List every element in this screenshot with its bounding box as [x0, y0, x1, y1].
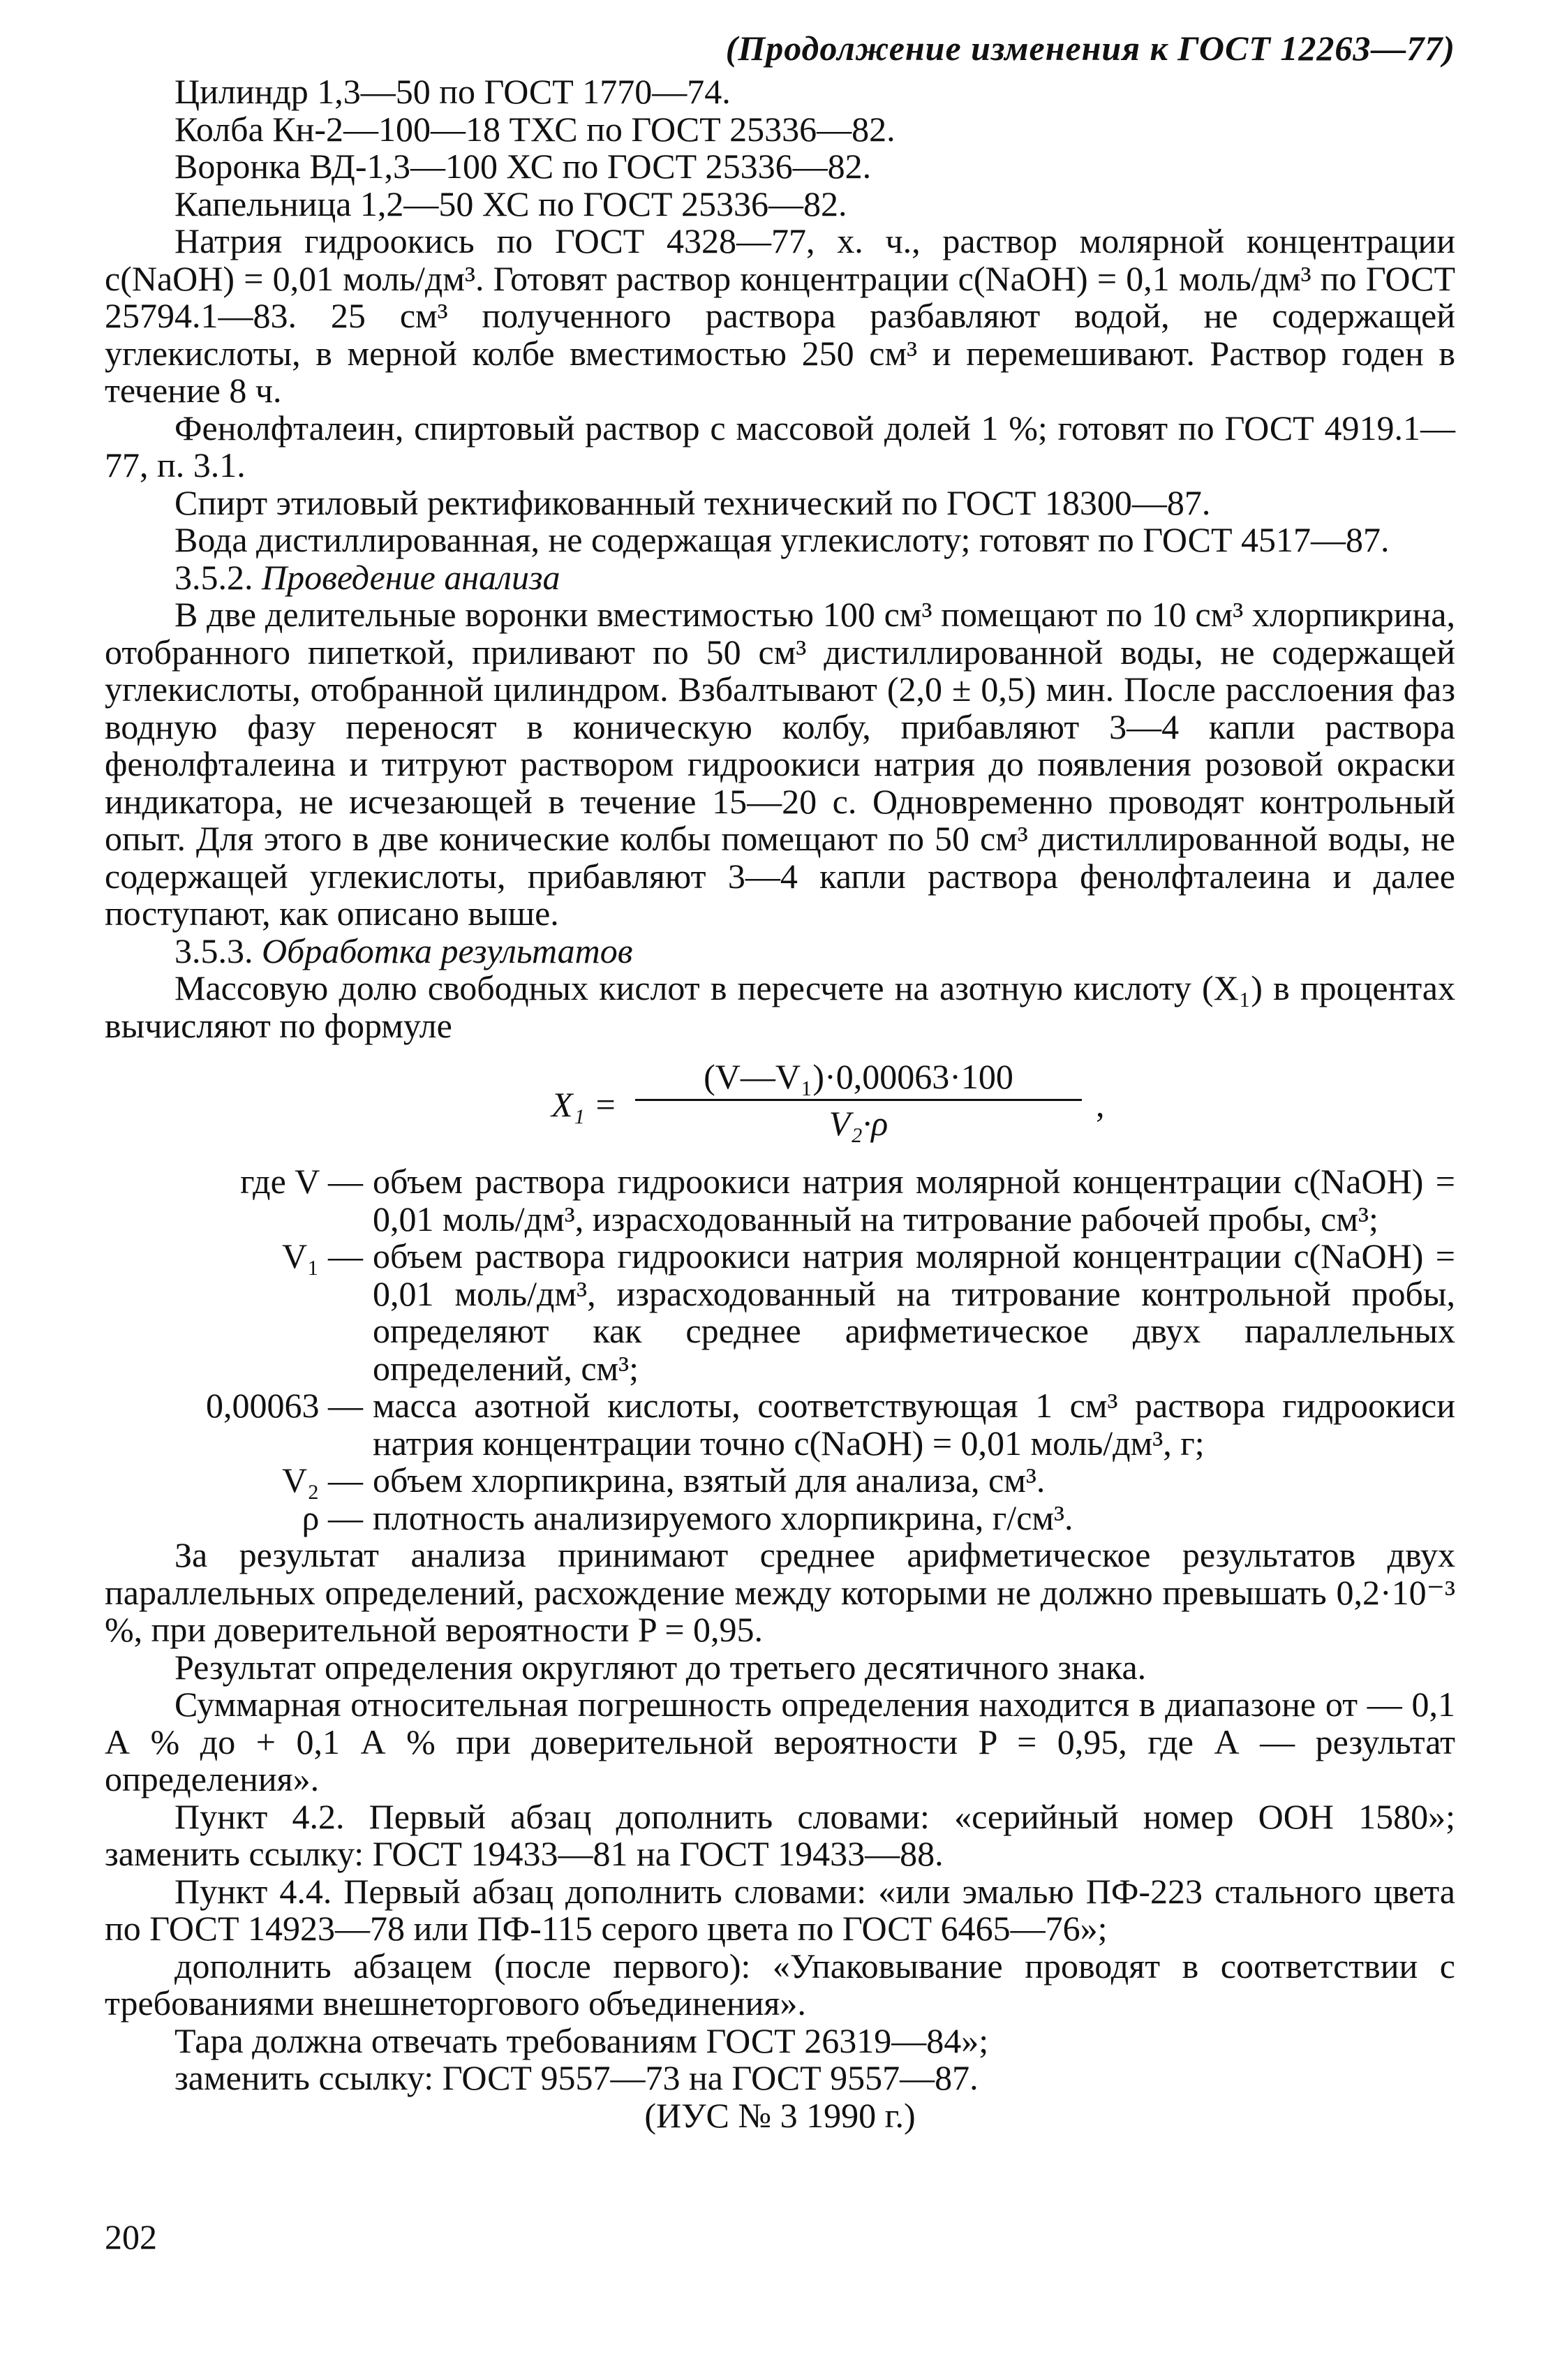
result-paragraph: За результат анализа принимают среднее арифметическое результатов двух параллельных определений, расхождение между которыми не должно превышать 0,2·10⁻³ %, при доверительной вероятности P = 0,95.	[105, 1535, 1455, 1649]
formula-numerator: (V—V₁)·0,00063·100	[635, 1058, 1082, 1101]
section-3-5-2-text: В две делительные воронки вместимостью 100 см³ помещают по 10 см³ хлорпикрина, отобранного пипеткой, приливают по 50 см³ дистиллированной воды, не содержащей углекислоты, отобранной цилиндром. Взбалтывают (2,0 ± 0,5) мин. После расслоения фаз водную фазу переносят в коническую колбу, прибавляют 3—4 капли раствора фенолфталеина и титруют раствором гидроокиси натрия до появления розовой окраски индикатора, не исчезающей в течение 15—20 с. Одновременно проводят контрольный опыт. Для этого в две конические колбы помещают по 50 см³ дистиллированной воды, не содержащей углекислоты, прибавляют 3—4 капли раствора фенолфталеина и далее поступают, как описано выше.	[105, 595, 1455, 933]
definition-symbol: 0,00063 —	[206, 1386, 363, 1425]
formula	[105, 1058, 1455, 1149]
page-number: 202	[105, 2217, 157, 2256]
item-cylinder: Цилиндр 1,3—50 по ГОСТ 1770—74.	[174, 72, 731, 111]
ius-reference: (ИУС № 3 1990 г.)	[644, 2095, 916, 2135]
item-water: Вода дистиллированная, не содержащая углекислоту; готовят по ГОСТ 4517—87.	[174, 520, 1390, 559]
formula-fraction	[635, 1058, 1082, 1142]
section-3-5-3-text: Массовую долю свободных кислот в пересчете на азотную кислоту (X₁) в процентах вычисляют по формуле	[105, 968, 1455, 1045]
definition-row	[105, 1387, 1455, 1462]
container-paragraph: Тара должна отвечать требованиям ГОСТ 26319—84»;	[174, 2020, 989, 2060]
definition-symbol: V₁ —	[281, 1236, 363, 1276]
definition-text: плотность анализируемого хлорпикрина, г/см³.	[373, 1498, 1073, 1537]
section-3-5-2-heading	[105, 559, 1455, 597]
definition-text: объем хлорпикрина, взятый для анализа, см³.	[373, 1461, 1046, 1500]
error-paragraph: Суммарная относительная погрешность определения находится в диапазоне от — 0,1 А % до + 0,1 А % при доверительной вероятности P = 0,95, где А — результат определения».	[105, 1685, 1455, 1798]
body-text	[105, 73, 1455, 2134]
definition-text: масса азотной кислоты, соответствующая 1 см³ раствора гидроокиси натрия концентрации точно c(NaOH) = 0,01 моль/дм³, г;	[373, 1386, 1455, 1463]
clause-4-4-paragraph: Пункт 4.4. Первый абзац дополнить словами: «или эмалью ПФ-223 стального цвета по ГОСТ 14923—78 или ПФ-115 серого цвета по ГОСТ 6465—76»;	[105, 1871, 1455, 1948]
clause-4-2-paragraph: Пункт 4.2. Первый абзац дополнить словами: «серийный номер ООН 1580»; заменить ссылку: ГОСТ 19433—81 на ГОСТ 19433—88.	[105, 1796, 1455, 1873]
definition-text: объем раствора гидроокиси натрия молярной концентрации c(NaOH) = 0,01 моль/дм³, израсходованный на титрование рабочей пробы, см³;	[373, 1162, 1455, 1239]
item-funnel: Воронка ВД-1,3—100 ХС по ГОСТ 25336—82.	[174, 147, 872, 186]
running-header: (Продолжение изменения к ГОСТ 12263—77)	[725, 29, 1455, 68]
item-flask: Колба Кн-2—100—18 ТХС по ГОСТ 25336—82.	[174, 109, 895, 149]
section-number: 3.5.3.	[174, 931, 253, 970]
definition-symbol: где V —	[240, 1162, 363, 1201]
definition-row	[105, 1500, 1455, 1537]
definition-row	[105, 1462, 1455, 1500]
definition-row	[105, 1238, 1455, 1387]
definition-text: объем раствора гидроокиси натрия молярной концентрации c(NaOH) = 0,01 моль/дм³, израсходованный на титрование контрольной пробы, определяют как среднее арифметическое двух параллельных определений, см³;	[373, 1236, 1455, 1388]
definition-row	[105, 1163, 1455, 1238]
packaging-paragraph: дополнить абзацем (после первого): «Упаковывание проводят в соответствии с требованиями внешнеторгового объединения».	[105, 1946, 1455, 2023]
section-title: Обработка результатов	[262, 931, 633, 970]
formula-comma: ,	[1096, 1085, 1105, 1124]
item-ethanol: Спирт этиловый ректификованный технический по ГОСТ 18300—87.	[174, 482, 1211, 522]
item-naoh: Натрия гидроокись по ГОСТ 4328—77, х. ч., раствор молярной концентрации c(NaOH) = 0,01 моль/дм³. Готовят раствор концентрации c(NaOH) = 0,1 моль/дм³ по ГОСТ 25794.1—83. 25 см³ полученного раствора разбавляют водой, не содержащей углекислоты, в мерной колбе вместимостью 250 см³ и перемешивают. Раствор годен в течение 8 ч.	[105, 221, 1455, 410]
section-3-5-3-heading	[105, 933, 1455, 970]
item-dropper: Капельница 1,2—50 ХС по ГОСТ 25336—82.	[174, 184, 847, 223]
section-title: Проведение анализа	[262, 557, 560, 597]
formula-denominator: V₂·ρ	[828, 1103, 889, 1143]
reference-paragraph: заменить ссылку: ГОСТ 9557—73 на ГОСТ 9557—87.	[174, 2058, 979, 2097]
section-number: 3.5.2.	[174, 557, 253, 597]
rounding-paragraph: Результат определения округляют до третьего десятичного знака.	[174, 1647, 1147, 1687]
definition-symbol: V₂ —	[281, 1461, 363, 1500]
formula-lhs: X₁ =	[551, 1085, 618, 1124]
formula-definitions	[105, 1163, 1455, 1537]
item-phenolphthalein: Фенолфталеин, спиртовый раствор с массовой долей 1 %; готовят по ГОСТ 4919.1—77, п. 3.1.	[105, 408, 1455, 485]
definition-symbol: ρ —	[302, 1498, 363, 1537]
